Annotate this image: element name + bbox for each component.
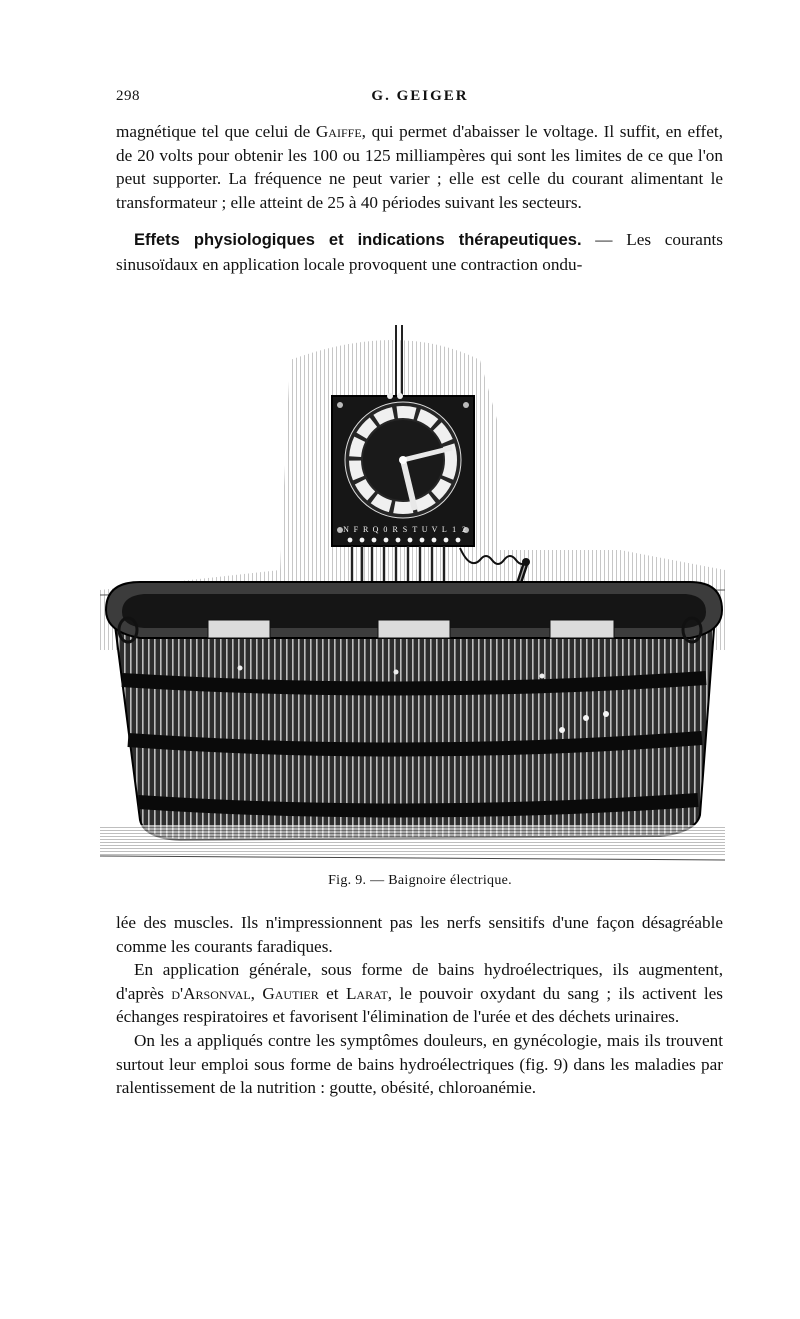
paragraph-transformer — [116, 120, 723, 214]
text-run: magnétique tel que celui de — [116, 122, 316, 141]
text-run: , — [250, 983, 263, 1003]
paragraph-general-application — [116, 958, 723, 1029]
dial-terminal-letter: F — [353, 525, 359, 534]
author-name-gautier: Gautier — [262, 983, 319, 1003]
author-name-darsonval: d'Arsonval — [171, 983, 251, 1003]
dial-terminal-letter: R — [392, 525, 398, 534]
dial-terminal-letter: N — [343, 525, 349, 534]
bathtub — [106, 582, 722, 840]
running-head: G. GEIGER — [371, 88, 469, 104]
electric-bath-illustration — [100, 320, 730, 865]
text-run: , qui permet d'abaisser le voltage. Il suffit, en effet, de 20 volts pour obtenir les 100 ou 125 milliampères qui sont les limites de ce que l'on peut supporter. La fréquence ne peut varier ; elle est celle du courant alimentant le transformateur ; elle atteint de 25 à 40 périodes suivant les secteurs. — [116, 122, 723, 212]
dial-terminal-letter: V — [431, 525, 438, 534]
text-run: et — [318, 983, 346, 1003]
dial-terminal-letter: 1 — [452, 525, 457, 534]
dial-terminal-letter: U — [421, 525, 428, 534]
bottom-text-block — [116, 911, 723, 1100]
dial-terminal-letter: 0 — [383, 525, 388, 534]
page-number: 298 — [116, 88, 140, 104]
figure-caption: Fig. 9. — Baignoire électrique. — [328, 873, 512, 888]
dial-terminal-letter: Q — [372, 525, 379, 534]
paragraph-indications: On les a appliqués contre les symptômes douleurs, en gynécologie, mais ils trouvent surtout leur emploi sous forme de bains hydroélectriques (fig. 9) dans les maladies par ralentissement de la nutrition : goutte, obésité, chloroanémie. — [116, 1030, 723, 1098]
commutator-panel — [332, 393, 474, 546]
paragraph-effects — [116, 228, 723, 276]
text-run: , le pouvoir oxydant du sang ; ils activent les échanges respiratoires et favorisent l'élimination de l'urée et des déchets urinaires. — [116, 983, 723, 1027]
figure-electric-bath — [100, 320, 730, 865]
author-name-larat: Larat — [345, 983, 388, 1003]
dial-terminal-letter: S — [402, 525, 408, 534]
author-name-gaiffe: Gaiffe — [315, 122, 362, 141]
paragraph-muscles: lée des muscles. Ils n'impressionnent pas les nerfs sensitifs d'une façon désagréable comme les courants faradiques. — [116, 913, 723, 956]
text-run: En application générale, sous forme de bains hydroélectriques, ils augmentent, d'après — [116, 960, 723, 1003]
text-run: — Les courants sinusoïdaux en application locale provoquent une contraction ondu- — [116, 230, 723, 274]
dial-terminal-letter: L — [441, 525, 447, 534]
dial-terminal-letter: T — [412, 525, 418, 534]
section-heading: Effets physiologiques et indications thérapeutiques. — [134, 231, 582, 250]
dial-terminal-letter: 2 — [462, 525, 466, 534]
top-text-block — [116, 120, 723, 277]
dial-terminal-letter: R — [362, 525, 369, 534]
